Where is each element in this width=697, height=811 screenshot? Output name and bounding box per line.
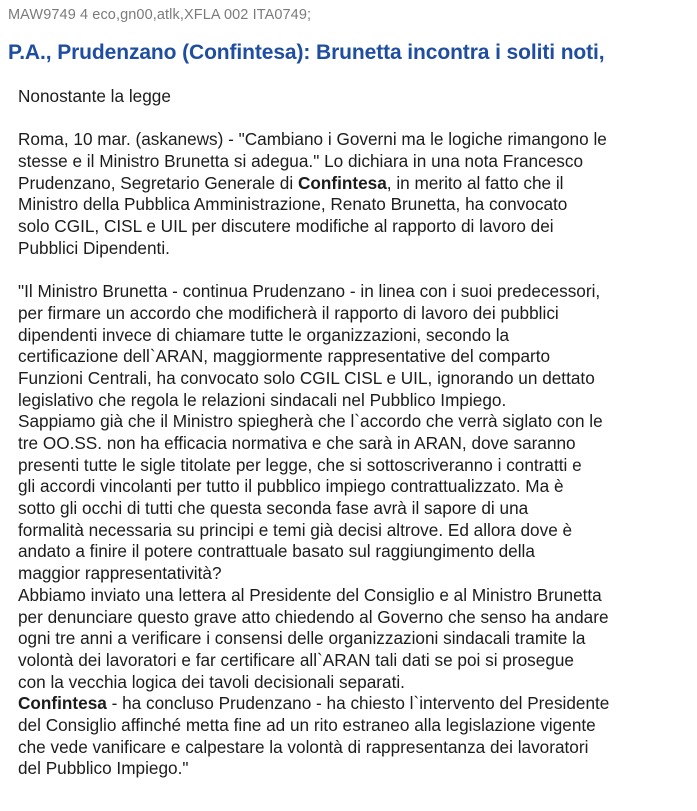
brand-name: Confintesa — [297, 172, 387, 193]
body-line: tre OO.SS. non ha efficacia normativa e che sarà in ARAN, dove saranno — [18, 433, 576, 453]
body-line: presenti tutte le sigle titolate per legge, che si sottoscriveranno i contratti e — [18, 454, 582, 475]
body-line: Pubblici Dipendenti. — [18, 237, 170, 258]
paragraph-spacer — [18, 108, 690, 130]
body-line: solo CGIL, CISL e UIL per discutere modifiche al rapporto di lavoro dei — [18, 216, 554, 237]
brand-name: Confintesa — [18, 693, 107, 714]
body-line: stesse e il Ministro Brunetta si adegua." Lo dichiara in una nota Francesco — [18, 151, 584, 172]
body-line — [18, 173, 690, 195]
body-line: del Pubblico Impiego." — [18, 758, 189, 779]
article-subtitle: Nonostante la legge — [18, 86, 171, 106]
body-line: per denunciare questo grave atto chiedendo al Governo che senso ha andare — [18, 606, 609, 627]
body-line: andato a finire il potere contrattuale basato sul raggiungimento della — [18, 541, 535, 562]
body-line: che vede vanificare e calpestare la volontà di rappresentanza dei lavoratori — [18, 736, 589, 757]
body-text-segment: , in merito al fatto che il — [386, 172, 564, 193]
body-line: volontà dei lavoratori e far certificare all`ARAN tali dati se poi si prosegue — [18, 649, 574, 670]
body-line: maggior rappresentatività? — [18, 563, 222, 584]
body-line: certificazione dell`ARAN, maggiormente rappresentative del comparto — [18, 346, 551, 367]
body-line: legislativo che regola le relazioni sindacali nel Pubblico Impiego. — [18, 389, 507, 410]
agency-code-line: MAW9749 4 eco,gn00,atlk,XFLA 002 ITA0749; — [8, 7, 312, 23]
body-line: formalità necessaria su principi e temi già decisi altrove. Ed allora dove è — [18, 519, 573, 540]
body-line: Sappiamo già che il Ministro spiegherà che l`accordo che verrà siglato con le — [18, 411, 603, 432]
body-line: gli accordi vincolanti per tutto il pubblico impiego contrattualizzato. Ma è — [18, 476, 564, 497]
body-line: per firmare un accordo che modificherà il rapporto di lavoro dei pubblici — [18, 302, 559, 323]
body-line: sotto gli occhi di tutti che questa seconda fase avrà il sapore di una — [18, 498, 529, 519]
body-line: con la vecchia logica dei tavoli decisionali separati. — [18, 671, 405, 692]
article-body — [18, 86, 690, 780]
body-line: dipendenti invece di chiamare tutte le organizzazioni, secondo la — [18, 324, 510, 345]
body-line: ogni tre anni a verificare i consensi delle organizzazioni sindacali tramite la — [18, 628, 586, 649]
body-line: Roma, 10 mar. (askanews) - "Cambiano i Governi ma le logiche rimangono le — [18, 129, 607, 150]
paragraph-spacer — [18, 260, 690, 282]
article-headline: P.A., Prudenzano (Confintesa): Brunetta incontra i soliti noti, — [8, 41, 605, 64]
body-line: Ministro della Pubblica Amministrazione, Renato Brunetta, ha convocato — [18, 194, 568, 215]
body-line — [18, 693, 690, 715]
body-text-segment: - ha concluso Prudenzano - ha chiesto l`intervento del Presidente — [106, 693, 610, 714]
body-text-segment: Prudenzano, Segretario Generale di — [18, 172, 298, 193]
body-line: del Consiglio affinché metta fine ad un rito estraneo alla legislazione vigente — [18, 714, 596, 735]
body-line: Funzioni Centrali, ha convocato solo CGIL CISL e UIL, ignorando un dettato — [18, 367, 595, 388]
body-line: Abbiamo inviato una lettera al Presidente del Consiglio e al Ministro Brunetta — [18, 584, 602, 605]
body-line: "Il Ministro Brunetta - continua Prudenzano - in linea con i suoi predecessori, — [18, 281, 601, 302]
